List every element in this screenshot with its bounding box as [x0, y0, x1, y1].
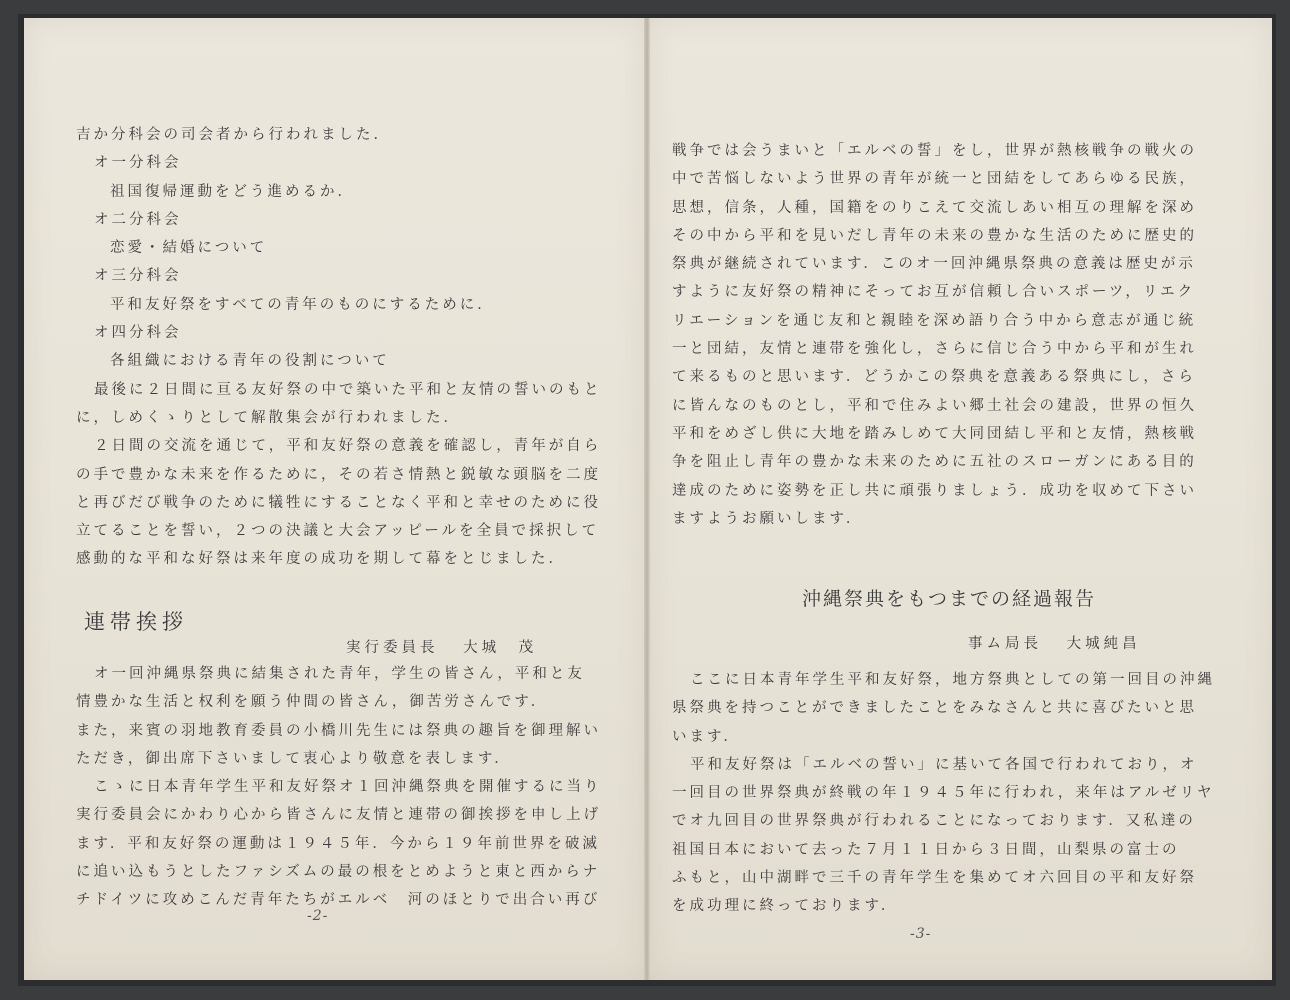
- text-line: こゝに日本青年学生平和友好祭オ１回沖縄祭典を開催するに当り: [94, 779, 602, 796]
- text-line: 感動的な平和な好祭は来年度の成功を期して幕をとじました．: [76, 551, 566, 568]
- author-role: 事ム局長: [968, 636, 1042, 652]
- text-line: オ一分科会: [94, 155, 182, 172]
- text-line: を成功理に終っております．: [672, 898, 899, 915]
- text-line: の手で豊かな未来を作るために，その若さ情熱と鋭敏な頭脳を二度: [76, 466, 601, 483]
- author-byline: [968, 632, 1141, 653]
- text-line: 実行委員会にかわり心から皆さんに友情と連帯の御挨拶を申し上げ: [76, 807, 601, 824]
- text-line: オ四分科会: [94, 325, 182, 342]
- text-line: 立てることを誓い，２つの決議と大会アッピールを全員で採択して: [76, 523, 600, 540]
- text-line: います．: [672, 728, 741, 745]
- text-line: に，しめくゝりとして解散集会が行われました．: [76, 409, 461, 426]
- right-top-text: [672, 137, 1197, 533]
- text-line: 平和をめざし供に大地を踏みしめて大同団結し平和と友情，熱核戦: [672, 425, 1197, 442]
- text-line: オ一回沖縄県祭典に結集された青年，学生の皆さん，平和と友: [94, 666, 585, 682]
- section-title: 連帯挨拶: [84, 610, 188, 634]
- text-line: オ二分科会: [94, 211, 182, 228]
- page-number: -2-: [307, 908, 329, 924]
- text-line: すように友好祭の精神にそってお互が信頼し合いスポーツ，リエク: [672, 284, 1196, 301]
- text-line: 一と団結，友情と連帯を強化し，さらに信じ合う中から平和が生れ: [672, 341, 1197, 358]
- text-line: 平和友好祭をすべての青年のものにするために．: [110, 296, 495, 313]
- text-line: でオ九回目の世界祭典が行われることになっております．又私達の: [672, 813, 1196, 830]
- text-line: ふもと，山中湖畔で三千の青年学生を集めてオ六回目の平和友好祭: [672, 870, 1197, 887]
- section-title: 沖縄祭典をもつまでの経過報告: [802, 588, 1097, 610]
- text-line: 祭典が継続されています．このオ一回沖縄県祭典の意義は歴史が示: [672, 256, 1196, 273]
- left-page: [24, 18, 644, 980]
- text-line: 戦争では会うまいと「エルベの誓」をし，世界が熱核戦争の戦火の: [672, 143, 1197, 159]
- author-byline: [346, 636, 537, 657]
- text-line: 各組織における青年の役割について: [110, 353, 390, 370]
- text-line: ますようお願いします．: [672, 510, 864, 527]
- left-intro-text: [76, 121, 602, 574]
- text-line: 情豊かな生活と权利を願う仲間の皆さん，御苦労さんです．: [76, 694, 549, 711]
- text-line: 一回目の世界祭典が終戦の年１９４５年に行われ，来年はアルゼリヤ: [672, 785, 1215, 802]
- text-line: ただき，御出席下さいまして衷心より敬意を表します．: [76, 750, 512, 767]
- text-line: ２日間の交流を通じて，平和友好祭の意義を確認し，青年が自ら: [94, 438, 602, 455]
- text-line: 平和友好祭は「エルベの誓い」に基いて各国で行われており，オ: [690, 756, 1198, 773]
- text-line: に追い込もうとしたファシズムの最の根をとめようと東と西からナ: [76, 864, 601, 881]
- text-line: て来るものと思います．どうかこの祭典を意義ある祭典にし，さら: [672, 369, 1196, 386]
- text-line: 最後に２日間に亘る友好祭の中で築いた平和と友情の誓いのもと: [94, 381, 602, 398]
- text-line: 中で苦悩しないよう世界の青年が統一と団結をしてあらゆる民族，: [672, 171, 1197, 188]
- text-line: ます．平和友好祭の運動は１９４５年．今から１９年前世界を破滅: [76, 835, 600, 852]
- page-number: -3-: [910, 926, 932, 942]
- text-line: オ三分科会: [94, 268, 182, 285]
- text-line: 祖国日本において去った７月１１日から３日間，山梨県の富士の: [672, 841, 1180, 858]
- text-line: 争を阻止し青年の豊かな未来のために五社のスローガンにある目的: [672, 454, 1197, 471]
- right-page: [650, 18, 1272, 980]
- author-name: 大城純昌: [1066, 636, 1141, 652]
- author-role: 実行委員長: [346, 640, 439, 656]
- text-line: リエーションを通じ友和と親睦を深め語り合う中から意志が通じ統: [672, 312, 1197, 329]
- text-line: その中から平和を見いだし青年の未来の豊かな生活のために歴史的: [672, 227, 1197, 244]
- text-line: 県祭典を持つことができましたことをみなさんと共に喜びたいと思: [672, 700, 1197, 717]
- text-line: また，来賓の羽地教育委員の小橋川先生には祭典の趣旨を御理解い: [76, 722, 601, 739]
- text-line: 吉か分科会の司会者から行われました．: [76, 127, 391, 143]
- text-line: ここに日本青年学生平和友好祭，地方祭典としての第一回目の沖縄: [690, 672, 1215, 688]
- right-body-text: [672, 666, 1215, 921]
- text-line: と再びだび戦争のために犠牲にすることなく平和と幸せのために役: [76, 494, 601, 511]
- text-line: 祖国復帰運動をどう進めるか．: [110, 183, 355, 200]
- text-line: 恋愛・結婚について: [110, 240, 268, 257]
- left-body-text: [76, 660, 602, 915]
- text-line: 達成のために姿勢を正し共に頑張りましょう．成功を収めて下さい: [672, 482, 1197, 499]
- text-line: 思想，信条，人種，国籍をのりこえて交流しあい相互の理解を深め: [672, 199, 1197, 216]
- text-line: に皆んなのものとし，平和で住みよい郷土社会の建設，世界の恒久: [672, 397, 1197, 414]
- text-line: チドイツに攻めこんだ青年たちがエルベ 河のほとりで出合い再び: [76, 892, 601, 909]
- author-name: 大城 茂: [463, 640, 538, 656]
